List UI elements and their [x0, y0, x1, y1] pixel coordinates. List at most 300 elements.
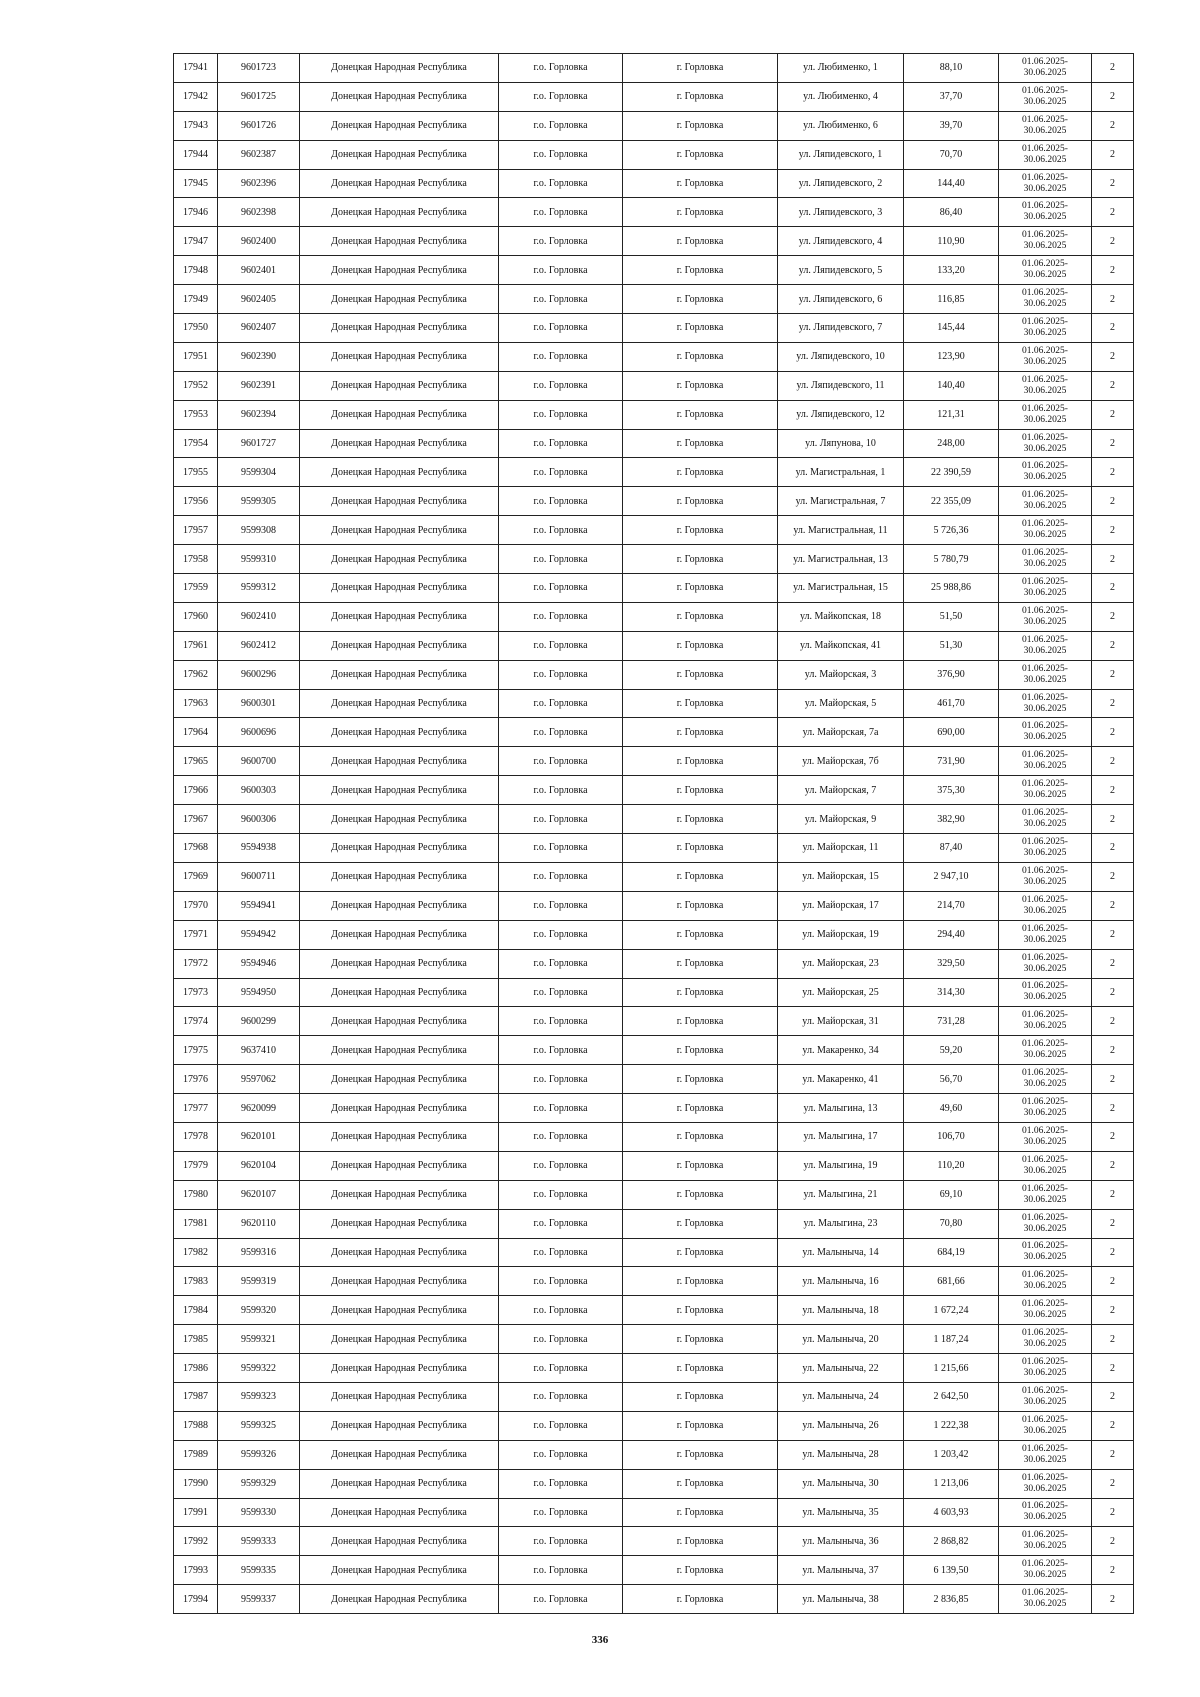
cell-district: г.о. Горловка	[499, 920, 623, 949]
cell-object-code: 9599320	[218, 1296, 300, 1325]
cell-address: ул. Ляпидевского, 5	[778, 256, 904, 285]
cell-city: г. Горловка	[623, 1238, 778, 1267]
table-row	[174, 805, 1134, 834]
cell-address: ул. Майорская, 17	[778, 891, 904, 920]
cell-city: г. Горловка	[623, 169, 778, 198]
cell-period: 01.06.2025- 30.06.2025	[999, 54, 1092, 83]
cell-area: 145,44	[904, 314, 999, 343]
cell-area: 1 187,24	[904, 1325, 999, 1354]
cell-value: 2	[1092, 891, 1134, 920]
cell-period: 01.06.2025- 30.06.2025	[999, 545, 1092, 574]
cell-period: 01.06.2025- 30.06.2025	[999, 227, 1092, 256]
cell-row-number: 17955	[174, 458, 218, 487]
cell-object-code: 9602387	[218, 140, 300, 169]
cell-region: Донецкая Народная Республика	[300, 227, 499, 256]
cell-city: г. Горловка	[623, 140, 778, 169]
cell-period: 01.06.2025- 30.06.2025	[999, 1151, 1092, 1180]
cell-value: 2	[1092, 1585, 1134, 1614]
cell-period: 01.06.2025- 30.06.2025	[999, 111, 1092, 140]
cell-address: ул. Майорская, 9	[778, 805, 904, 834]
cell-area: 106,70	[904, 1122, 999, 1151]
cell-object-code: 9599312	[218, 574, 300, 603]
table-row	[174, 1498, 1134, 1527]
table-row	[174, 747, 1134, 776]
cell-district: г.о. Горловка	[499, 805, 623, 834]
cell-address: ул. Магистральная, 7	[778, 487, 904, 516]
cell-value: 2	[1092, 602, 1134, 631]
cell-period: 01.06.2025- 30.06.2025	[999, 805, 1092, 834]
cell-city: г. Горловка	[623, 1469, 778, 1498]
cell-district: г.о. Горловка	[499, 516, 623, 545]
cell-area: 4 603,93	[904, 1498, 999, 1527]
table-row	[174, 54, 1134, 83]
cell-district: г.о. Горловка	[499, 1556, 623, 1585]
cell-row-number: 17971	[174, 920, 218, 949]
cell-region: Донецкая Народная Республика	[300, 1325, 499, 1354]
cell-district: г.о. Горловка	[499, 862, 623, 891]
cell-city: г. Горловка	[623, 1151, 778, 1180]
cell-object-code: 9601723	[218, 54, 300, 83]
cell-city: г. Горловка	[623, 574, 778, 603]
cell-row-number: 17974	[174, 1007, 218, 1036]
cell-district: г.о. Горловка	[499, 82, 623, 111]
cell-area: 690,00	[904, 718, 999, 747]
cell-period: 01.06.2025- 30.06.2025	[999, 891, 1092, 920]
cell-period: 01.06.2025- 30.06.2025	[999, 400, 1092, 429]
cell-district: г.о. Горловка	[499, 1296, 623, 1325]
cell-region: Донецкая Народная Республика	[300, 256, 499, 285]
cell-row-number: 17982	[174, 1238, 218, 1267]
cell-area: 375,30	[904, 776, 999, 805]
cell-region: Донецкая Народная Республика	[300, 1122, 499, 1151]
cell-city: г. Горловка	[623, 689, 778, 718]
cell-value: 2	[1092, 1469, 1134, 1498]
cell-value: 2	[1092, 429, 1134, 458]
table-row	[174, 1325, 1134, 1354]
cell-area: 22 355,09	[904, 487, 999, 516]
cell-district: г.о. Горловка	[499, 314, 623, 343]
cell-object-code: 9602400	[218, 227, 300, 256]
cell-value: 2	[1092, 1325, 1134, 1354]
cell-city: г. Горловка	[623, 458, 778, 487]
cell-district: г.о. Горловка	[499, 342, 623, 371]
cell-city: г. Горловка	[623, 516, 778, 545]
cell-object-code: 9599305	[218, 487, 300, 516]
cell-value: 2	[1092, 747, 1134, 776]
cell-address: ул. Малыныча, 22	[778, 1354, 904, 1383]
cell-value: 2	[1092, 689, 1134, 718]
cell-district: г.о. Горловка	[499, 256, 623, 285]
cell-object-code: 9602407	[218, 314, 300, 343]
cell-district: г.о. Горловка	[499, 545, 623, 574]
cell-object-code: 9599333	[218, 1527, 300, 1556]
cell-period: 01.06.2025- 30.06.2025	[999, 198, 1092, 227]
cell-region: Донецкая Народная Республика	[300, 198, 499, 227]
cell-object-code: 9601727	[218, 429, 300, 458]
cell-area: 5 726,36	[904, 516, 999, 545]
cell-area: 1 215,66	[904, 1354, 999, 1383]
cell-row-number: 17958	[174, 545, 218, 574]
cell-region: Донецкая Народная Республика	[300, 949, 499, 978]
cell-address: ул. Ляпидевского, 12	[778, 400, 904, 429]
cell-region: Донецкая Народная Республика	[300, 1556, 499, 1585]
cell-address: ул. Малыныча, 24	[778, 1382, 904, 1411]
cell-region: Донецкая Народная Республика	[300, 371, 499, 400]
table-row	[174, 545, 1134, 574]
table-row	[174, 198, 1134, 227]
cell-period: 01.06.2025- 30.06.2025	[999, 169, 1092, 198]
cell-row-number: 17991	[174, 1498, 218, 1527]
cell-row-number: 17975	[174, 1036, 218, 1065]
cell-city: г. Горловка	[623, 1354, 778, 1383]
cell-object-code: 9599329	[218, 1469, 300, 1498]
cell-row-number: 17969	[174, 862, 218, 891]
cell-city: г. Горловка	[623, 1325, 778, 1354]
cell-row-number: 17946	[174, 198, 218, 227]
cell-city: г. Горловка	[623, 949, 778, 978]
cell-period: 01.06.2025- 30.06.2025	[999, 718, 1092, 747]
cell-region: Донецкая Народная Республика	[300, 1094, 499, 1123]
cell-area: 86,40	[904, 198, 999, 227]
cell-period: 01.06.2025- 30.06.2025	[999, 1296, 1092, 1325]
cell-region: Донецкая Народная Республика	[300, 285, 499, 314]
cell-region: Донецкая Народная Республика	[300, 1498, 499, 1527]
cell-value: 2	[1092, 1007, 1134, 1036]
cell-row-number: 17952	[174, 371, 218, 400]
cell-area: 1 213,06	[904, 1469, 999, 1498]
cell-city: г. Горловка	[623, 920, 778, 949]
cell-city: г. Горловка	[623, 545, 778, 574]
table-row	[174, 1036, 1134, 1065]
cell-address: ул. Майорская, 31	[778, 1007, 904, 1036]
cell-region: Донецкая Народная Республика	[300, 1267, 499, 1296]
cell-period: 01.06.2025- 30.06.2025	[999, 949, 1092, 978]
cell-object-code: 9600301	[218, 689, 300, 718]
cell-area: 329,50	[904, 949, 999, 978]
cell-address: ул. Малыныча, 18	[778, 1296, 904, 1325]
cell-value: 2	[1092, 1440, 1134, 1469]
table-row	[174, 631, 1134, 660]
cell-period: 01.06.2025- 30.06.2025	[999, 314, 1092, 343]
cell-city: г. Горловка	[623, 1498, 778, 1527]
cell-object-code: 9602394	[218, 400, 300, 429]
cell-object-code: 9620104	[218, 1151, 300, 1180]
cell-area: 87,40	[904, 834, 999, 863]
cell-period: 01.06.2025- 30.06.2025	[999, 1180, 1092, 1209]
cell-district: г.о. Горловка	[499, 1151, 623, 1180]
cell-address: ул. Ляпидевского, 11	[778, 371, 904, 400]
cell-period: 01.06.2025- 30.06.2025	[999, 1440, 1092, 1469]
cell-row-number: 17973	[174, 978, 218, 1007]
table-row	[174, 342, 1134, 371]
cell-period: 01.06.2025- 30.06.2025	[999, 371, 1092, 400]
cell-district: г.о. Горловка	[499, 660, 623, 689]
cell-object-code: 9600711	[218, 862, 300, 891]
cell-value: 2	[1092, 1382, 1134, 1411]
table-row	[174, 458, 1134, 487]
cell-district: г.о. Горловка	[499, 891, 623, 920]
cell-value: 2	[1092, 400, 1134, 429]
cell-row-number: 17980	[174, 1180, 218, 1209]
cell-city: г. Горловка	[623, 1556, 778, 1585]
cell-area: 37,70	[904, 82, 999, 111]
table-row	[174, 1382, 1134, 1411]
cell-region: Донецкая Народная Республика	[300, 516, 499, 545]
cell-region: Донецкая Народная Республика	[300, 1209, 499, 1238]
cell-address: ул. Майорская, 15	[778, 862, 904, 891]
cell-city: г. Горловка	[623, 487, 778, 516]
table-row	[174, 1209, 1134, 1238]
table-row	[174, 1180, 1134, 1209]
cell-value: 2	[1092, 111, 1134, 140]
cell-district: г.о. Горловка	[499, 1036, 623, 1065]
cell-city: г. Горловка	[623, 1440, 778, 1469]
cell-city: г. Горловка	[623, 805, 778, 834]
cell-address: ул. Ляпидевского, 6	[778, 285, 904, 314]
cell-city: г. Горловка	[623, 602, 778, 631]
cell-area: 110,90	[904, 227, 999, 256]
table-row	[174, 487, 1134, 516]
cell-district: г.о. Горловка	[499, 400, 623, 429]
cell-period: 01.06.2025- 30.06.2025	[999, 285, 1092, 314]
cell-value: 2	[1092, 82, 1134, 111]
cell-object-code: 9602410	[218, 602, 300, 631]
cell-district: г.о. Горловка	[499, 1238, 623, 1267]
cell-address: ул. Майкопская, 41	[778, 631, 904, 660]
cell-row-number: 17964	[174, 718, 218, 747]
cell-value: 2	[1092, 718, 1134, 747]
cell-area: 294,40	[904, 920, 999, 949]
cell-value: 2	[1092, 516, 1134, 545]
cell-row-number: 17948	[174, 256, 218, 285]
cell-city: г. Горловка	[623, 1007, 778, 1036]
cell-area: 110,20	[904, 1151, 999, 1180]
cell-region: Донецкая Народная Республика	[300, 1296, 499, 1325]
cell-address: ул. Майорская, 7а	[778, 718, 904, 747]
cell-object-code: 9600299	[218, 1007, 300, 1036]
table-row	[174, 1354, 1134, 1383]
cell-area: 144,40	[904, 169, 999, 198]
cell-object-code: 9599316	[218, 1238, 300, 1267]
cell-object-code: 9599337	[218, 1585, 300, 1614]
cell-value: 2	[1092, 371, 1134, 400]
table-row	[174, 1296, 1134, 1325]
cell-region: Донецкая Народная Республика	[300, 747, 499, 776]
table-row	[174, 82, 1134, 111]
cell-area: 1 203,42	[904, 1440, 999, 1469]
cell-district: г.о. Горловка	[499, 429, 623, 458]
table-row	[174, 256, 1134, 285]
cell-district: г.о. Горловка	[499, 1094, 623, 1123]
cell-row-number: 17942	[174, 82, 218, 111]
cell-city: г. Горловка	[623, 1180, 778, 1209]
cell-city: г. Горловка	[623, 342, 778, 371]
cell-address: ул. Малыгина, 19	[778, 1151, 904, 1180]
cell-row-number: 17957	[174, 516, 218, 545]
cell-address: ул. Малыгина, 23	[778, 1209, 904, 1238]
cell-city: г. Горловка	[623, 660, 778, 689]
cell-address: ул. Магистральная, 13	[778, 545, 904, 574]
cell-period: 01.06.2025- 30.06.2025	[999, 602, 1092, 631]
cell-region: Донецкая Народная Республика	[300, 458, 499, 487]
cell-object-code: 9599319	[218, 1267, 300, 1296]
cell-address: ул. Малыгина, 17	[778, 1122, 904, 1151]
table-row	[174, 1122, 1134, 1151]
cell-address: ул. Ляпидевского, 7	[778, 314, 904, 343]
cell-area: 731,90	[904, 747, 999, 776]
table-row	[174, 776, 1134, 805]
table-row	[174, 1267, 1134, 1296]
cell-area: 69,10	[904, 1180, 999, 1209]
cell-region: Донецкая Народная Республика	[300, 978, 499, 1007]
cell-row-number: 17989	[174, 1440, 218, 1469]
cell-area: 2 947,10	[904, 862, 999, 891]
cell-object-code: 9620107	[218, 1180, 300, 1209]
cell-row-number: 17986	[174, 1354, 218, 1383]
cell-region: Донецкая Народная Республика	[300, 82, 499, 111]
cell-address: ул. Ляпидевского, 4	[778, 227, 904, 256]
cell-object-code: 9602391	[218, 371, 300, 400]
cell-object-code: 9600303	[218, 776, 300, 805]
cell-row-number: 17951	[174, 342, 218, 371]
cell-region: Донецкая Народная Республика	[300, 602, 499, 631]
cell-row-number: 17970	[174, 891, 218, 920]
cell-address: ул. Магистральная, 1	[778, 458, 904, 487]
cell-object-code: 9599330	[218, 1498, 300, 1527]
cell-object-code: 9620101	[218, 1122, 300, 1151]
cell-area: 70,80	[904, 1209, 999, 1238]
cell-row-number: 17976	[174, 1065, 218, 1094]
cell-district: г.о. Горловка	[499, 54, 623, 83]
cell-value: 2	[1092, 1354, 1134, 1383]
cell-period: 01.06.2025- 30.06.2025	[999, 776, 1092, 805]
cell-area: 56,70	[904, 1065, 999, 1094]
cell-object-code: 9602390	[218, 342, 300, 371]
cell-period: 01.06.2025- 30.06.2025	[999, 1238, 1092, 1267]
cell-area: 140,40	[904, 371, 999, 400]
cell-value: 2	[1092, 285, 1134, 314]
cell-city: г. Горловка	[623, 285, 778, 314]
cell-period: 01.06.2025- 30.06.2025	[999, 82, 1092, 111]
cell-district: г.о. Горловка	[499, 1498, 623, 1527]
cell-value: 2	[1092, 1498, 1134, 1527]
table-row	[174, 1527, 1134, 1556]
cell-city: г. Горловка	[623, 718, 778, 747]
cell-period: 01.06.2025- 30.06.2025	[999, 1094, 1092, 1123]
cell-value: 2	[1092, 458, 1134, 487]
cell-district: г.о. Горловка	[499, 978, 623, 1007]
cell-address: ул. Майорская, 5	[778, 689, 904, 718]
table-row	[174, 574, 1134, 603]
cell-city: г. Горловка	[623, 1209, 778, 1238]
cell-period: 01.06.2025- 30.06.2025	[999, 834, 1092, 863]
cell-area: 116,85	[904, 285, 999, 314]
cell-region: Донецкая Народная Республика	[300, 805, 499, 834]
cell-row-number: 17988	[174, 1411, 218, 1440]
cell-row-number: 17987	[174, 1382, 218, 1411]
cell-value: 2	[1092, 631, 1134, 660]
cell-value: 2	[1092, 227, 1134, 256]
cell-object-code: 9599335	[218, 1556, 300, 1585]
table-row	[174, 371, 1134, 400]
cell-value: 2	[1092, 776, 1134, 805]
cell-area: 51,50	[904, 602, 999, 631]
table-row	[174, 227, 1134, 256]
table-row	[174, 660, 1134, 689]
cell-value: 2	[1092, 1065, 1134, 1094]
cell-period: 01.06.2025- 30.06.2025	[999, 1209, 1092, 1238]
cell-region: Донецкая Народная Республика	[300, 1411, 499, 1440]
cell-address: ул. Малыныча, 16	[778, 1267, 904, 1296]
cell-region: Донецкая Народная Республика	[300, 1180, 499, 1209]
cell-district: г.о. Горловка	[499, 487, 623, 516]
cell-region: Донецкая Народная Республика	[300, 1440, 499, 1469]
cell-address: ул. Майорская, 7	[778, 776, 904, 805]
cell-region: Донецкая Народная Республика	[300, 1354, 499, 1383]
cell-region: Донецкая Народная Республика	[300, 111, 499, 140]
cell-value: 2	[1092, 834, 1134, 863]
cell-city: г. Горловка	[623, 834, 778, 863]
cell-region: Донецкая Народная Республика	[300, 1469, 499, 1498]
cell-address: ул. Малыныча, 38	[778, 1585, 904, 1614]
cell-row-number: 17981	[174, 1209, 218, 1238]
cell-address: ул. Малыныча, 36	[778, 1527, 904, 1556]
cell-row-number: 17947	[174, 227, 218, 256]
cell-district: г.о. Горловка	[499, 602, 623, 631]
cell-object-code: 9594941	[218, 891, 300, 920]
cell-district: г.о. Горловка	[499, 1354, 623, 1383]
cell-region: Донецкая Народная Республика	[300, 718, 499, 747]
cell-region: Донецкая Народная Республика	[300, 342, 499, 371]
cell-value: 2	[1092, 1296, 1134, 1325]
cell-area: 248,00	[904, 429, 999, 458]
cell-period: 01.06.2025- 30.06.2025	[999, 1325, 1092, 1354]
cell-object-code: 9637410	[218, 1036, 300, 1065]
cell-region: Донецкая Народная Республика	[300, 834, 499, 863]
cell-period: 01.06.2025- 30.06.2025	[999, 1036, 1092, 1065]
table-row	[174, 920, 1134, 949]
table-row	[174, 1411, 1134, 1440]
cell-value: 2	[1092, 1209, 1134, 1238]
cell-area: 2 642,50	[904, 1382, 999, 1411]
cell-district: г.о. Горловка	[499, 631, 623, 660]
cell-row-number: 17994	[174, 1585, 218, 1614]
cell-value: 2	[1092, 805, 1134, 834]
cell-district: г.о. Горловка	[499, 776, 623, 805]
cell-value: 2	[1092, 978, 1134, 1007]
cell-area: 123,90	[904, 342, 999, 371]
cell-region: Донецкая Народная Республика	[300, 1527, 499, 1556]
table-row	[174, 516, 1134, 545]
cell-address: ул. Майорская, 11	[778, 834, 904, 863]
table-row	[174, 314, 1134, 343]
cell-period: 01.06.2025- 30.06.2025	[999, 256, 1092, 285]
cell-period: 01.06.2025- 30.06.2025	[999, 862, 1092, 891]
cell-address: ул. Ляпидевского, 3	[778, 198, 904, 227]
cell-value: 2	[1092, 949, 1134, 978]
cell-period: 01.06.2025- 30.06.2025	[999, 1469, 1092, 1498]
cell-region: Донецкая Народная Республика	[300, 487, 499, 516]
cell-region: Донецкая Народная Республика	[300, 1007, 499, 1036]
cell-region: Донецкая Народная Республика	[300, 400, 499, 429]
cell-city: г. Горловка	[623, 1267, 778, 1296]
cell-period: 01.06.2025- 30.06.2025	[999, 1065, 1092, 1094]
cell-row-number: 17956	[174, 487, 218, 516]
cell-row-number: 17992	[174, 1527, 218, 1556]
cell-object-code: 9599321	[218, 1325, 300, 1354]
cell-value: 2	[1092, 1151, 1134, 1180]
cell-value: 2	[1092, 1267, 1134, 1296]
